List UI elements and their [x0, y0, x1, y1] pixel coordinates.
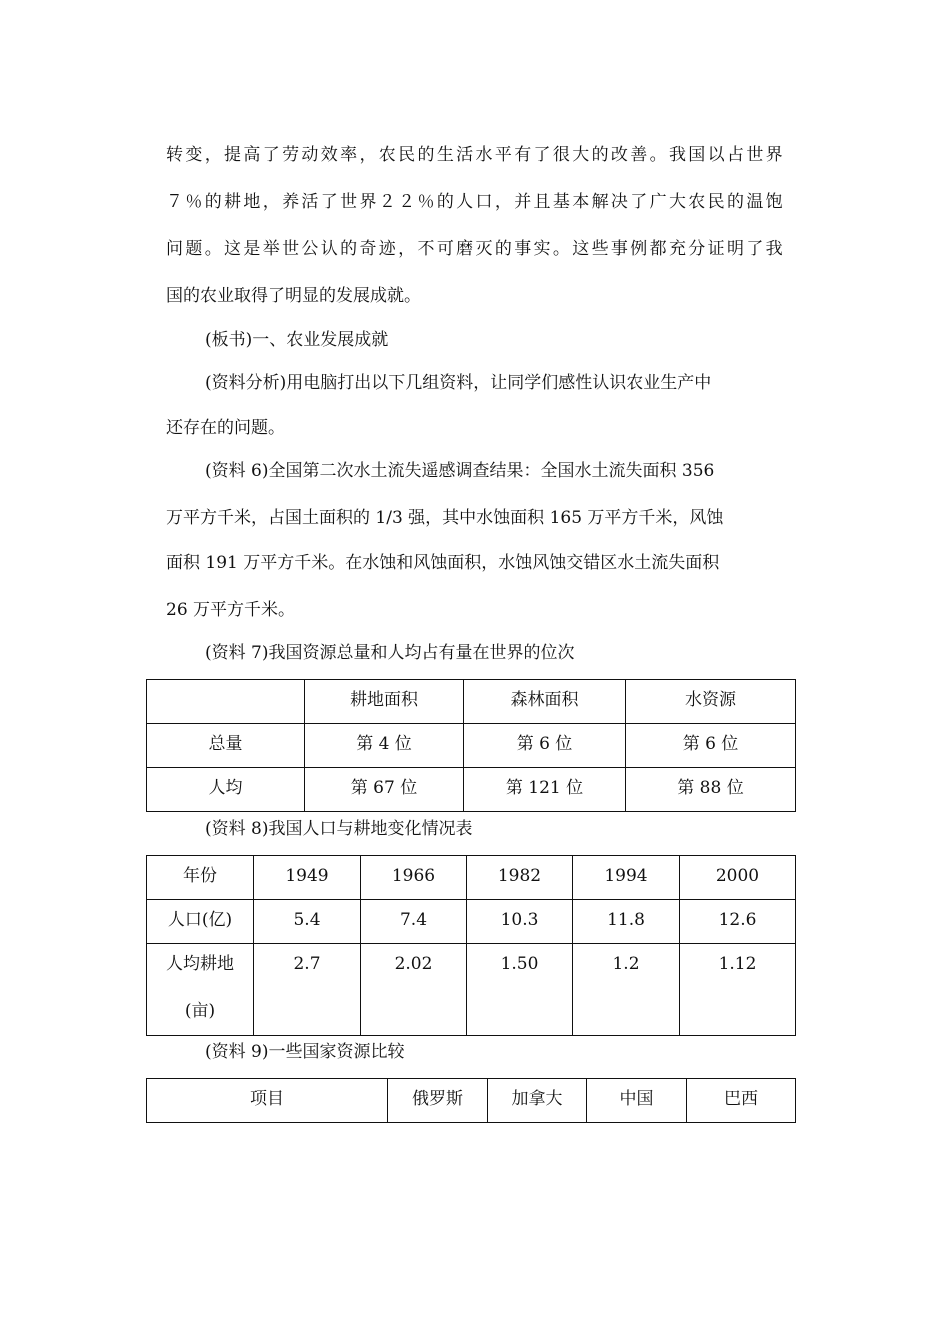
- table-cell: 1949: [254, 856, 361, 900]
- table-header-row: [147, 1079, 796, 1123]
- paragraph-line: (资料 6)全国第二次水土流失遥感调查结果：全国水土流失面积 356: [205, 461, 715, 481]
- board-heading: (板书)一、农业发展成就: [205, 330, 389, 350]
- table-cell: 1966: [361, 856, 467, 900]
- table-cell: [147, 680, 305, 724]
- table-cell: 第 6 位: [464, 724, 626, 768]
- table-cell: 1982: [467, 856, 573, 900]
- paragraph-line: 国的农业取得了明显的发展成就。: [166, 286, 421, 306]
- material-9-title: (资料 9)一些国家资源比较: [205, 1042, 405, 1062]
- paragraph-line: ７ ％ 的 耕 地 ， 养 活 了 世 界 ２ ２ ％ 的 人 口 ， 并 且 基 本 解 决 了 广 大 农 民 的 温 饱: [166, 192, 783, 212]
- paragraph-line: 还存在的问题。: [166, 418, 285, 438]
- table-cell: 第 88 位: [626, 768, 796, 812]
- table-cell: 第 6 位: [626, 724, 796, 768]
- table-cell: 10.3: [467, 900, 573, 944]
- table-cell: 森林面积: [464, 680, 626, 724]
- table-resource-rank: [146, 679, 796, 812]
- table-cell: 1.2: [573, 944, 680, 1036]
- table-country-resources: [146, 1078, 796, 1123]
- table-cell: 人均: [147, 768, 305, 812]
- table-cell: 2000: [680, 856, 796, 900]
- material-8-title: (资料 8)我国人口与耕地变化情况表: [205, 819, 473, 839]
- table-cell: 人口(亿): [147, 900, 254, 944]
- table-cell: 第 121 位: [464, 768, 626, 812]
- table-cell: 2.02: [361, 944, 467, 1036]
- table-cell: 巴西: [687, 1079, 796, 1123]
- table-population-farmland: [146, 855, 796, 1036]
- table-cell: 总量: [147, 724, 305, 768]
- table-cell: 项目: [147, 1079, 388, 1123]
- table-cell: 1994: [573, 856, 680, 900]
- table-cell: 1.12: [680, 944, 796, 1036]
- table-cell: 7.4: [361, 900, 467, 944]
- table-cell: 1.50: [467, 944, 573, 1036]
- table-row: [147, 724, 796, 768]
- table-cell: 2.7: [254, 944, 361, 1036]
- table-cell: 中国: [587, 1079, 687, 1123]
- table-cell: 俄罗斯: [388, 1079, 488, 1123]
- paragraph-line: 问 题 。 这 是 举 世 公 认 的 奇 迹 ， 不 可 磨 灭 的 事 实 。 这 些 事 例 都 充 分 证 明 了 我: [166, 239, 783, 259]
- paragraph-line: 面积 191 万平方千米。在水蚀和风蚀面积，水蚀风蚀交错区水土流失面积: [166, 553, 720, 573]
- paragraph-line: (资料分析)用电脑打出以下几组资料，让同学们感性认识农业生产中: [205, 373, 712, 393]
- table-header-row: [147, 680, 796, 724]
- table-cell: 12.6: [680, 900, 796, 944]
- paragraph-line: 万平方千米，占国土面积的 1/3 强，其中水蚀面积 165 万平方千米，风蚀: [166, 508, 724, 528]
- table-row: [147, 768, 796, 812]
- table-cell: 5.4: [254, 900, 361, 944]
- table-row: [147, 900, 796, 944]
- table-header-row: [147, 856, 796, 900]
- table-row: [147, 944, 796, 1036]
- table-cell: 年份: [147, 856, 254, 900]
- table-cell: 水资源: [626, 680, 796, 724]
- table-cell: 耕地面积: [305, 680, 464, 724]
- table-cell: 加拿大: [488, 1079, 587, 1123]
- paragraph-line: 转 变 ， 提 高 了 劳 动 效 率 ， 农 民 的 生 活 水 平 有 了 很 大 的 改 善 。 我 国 以 占 世 界: [166, 145, 783, 165]
- material-7-title: (资料 7)我国资源总量和人均占有量在世界的位次: [205, 643, 575, 663]
- table-cell: 第 67 位: [305, 768, 464, 812]
- paragraph-line: 26 万平方千米。: [166, 600, 296, 620]
- table-cell: 第 4 位: [305, 724, 464, 768]
- cell-line: 人均耕地: [166, 954, 234, 974]
- table-cell: 11.8: [573, 900, 680, 944]
- table-cell: [147, 944, 254, 1036]
- cell-line: (亩): [184, 1001, 216, 1021]
